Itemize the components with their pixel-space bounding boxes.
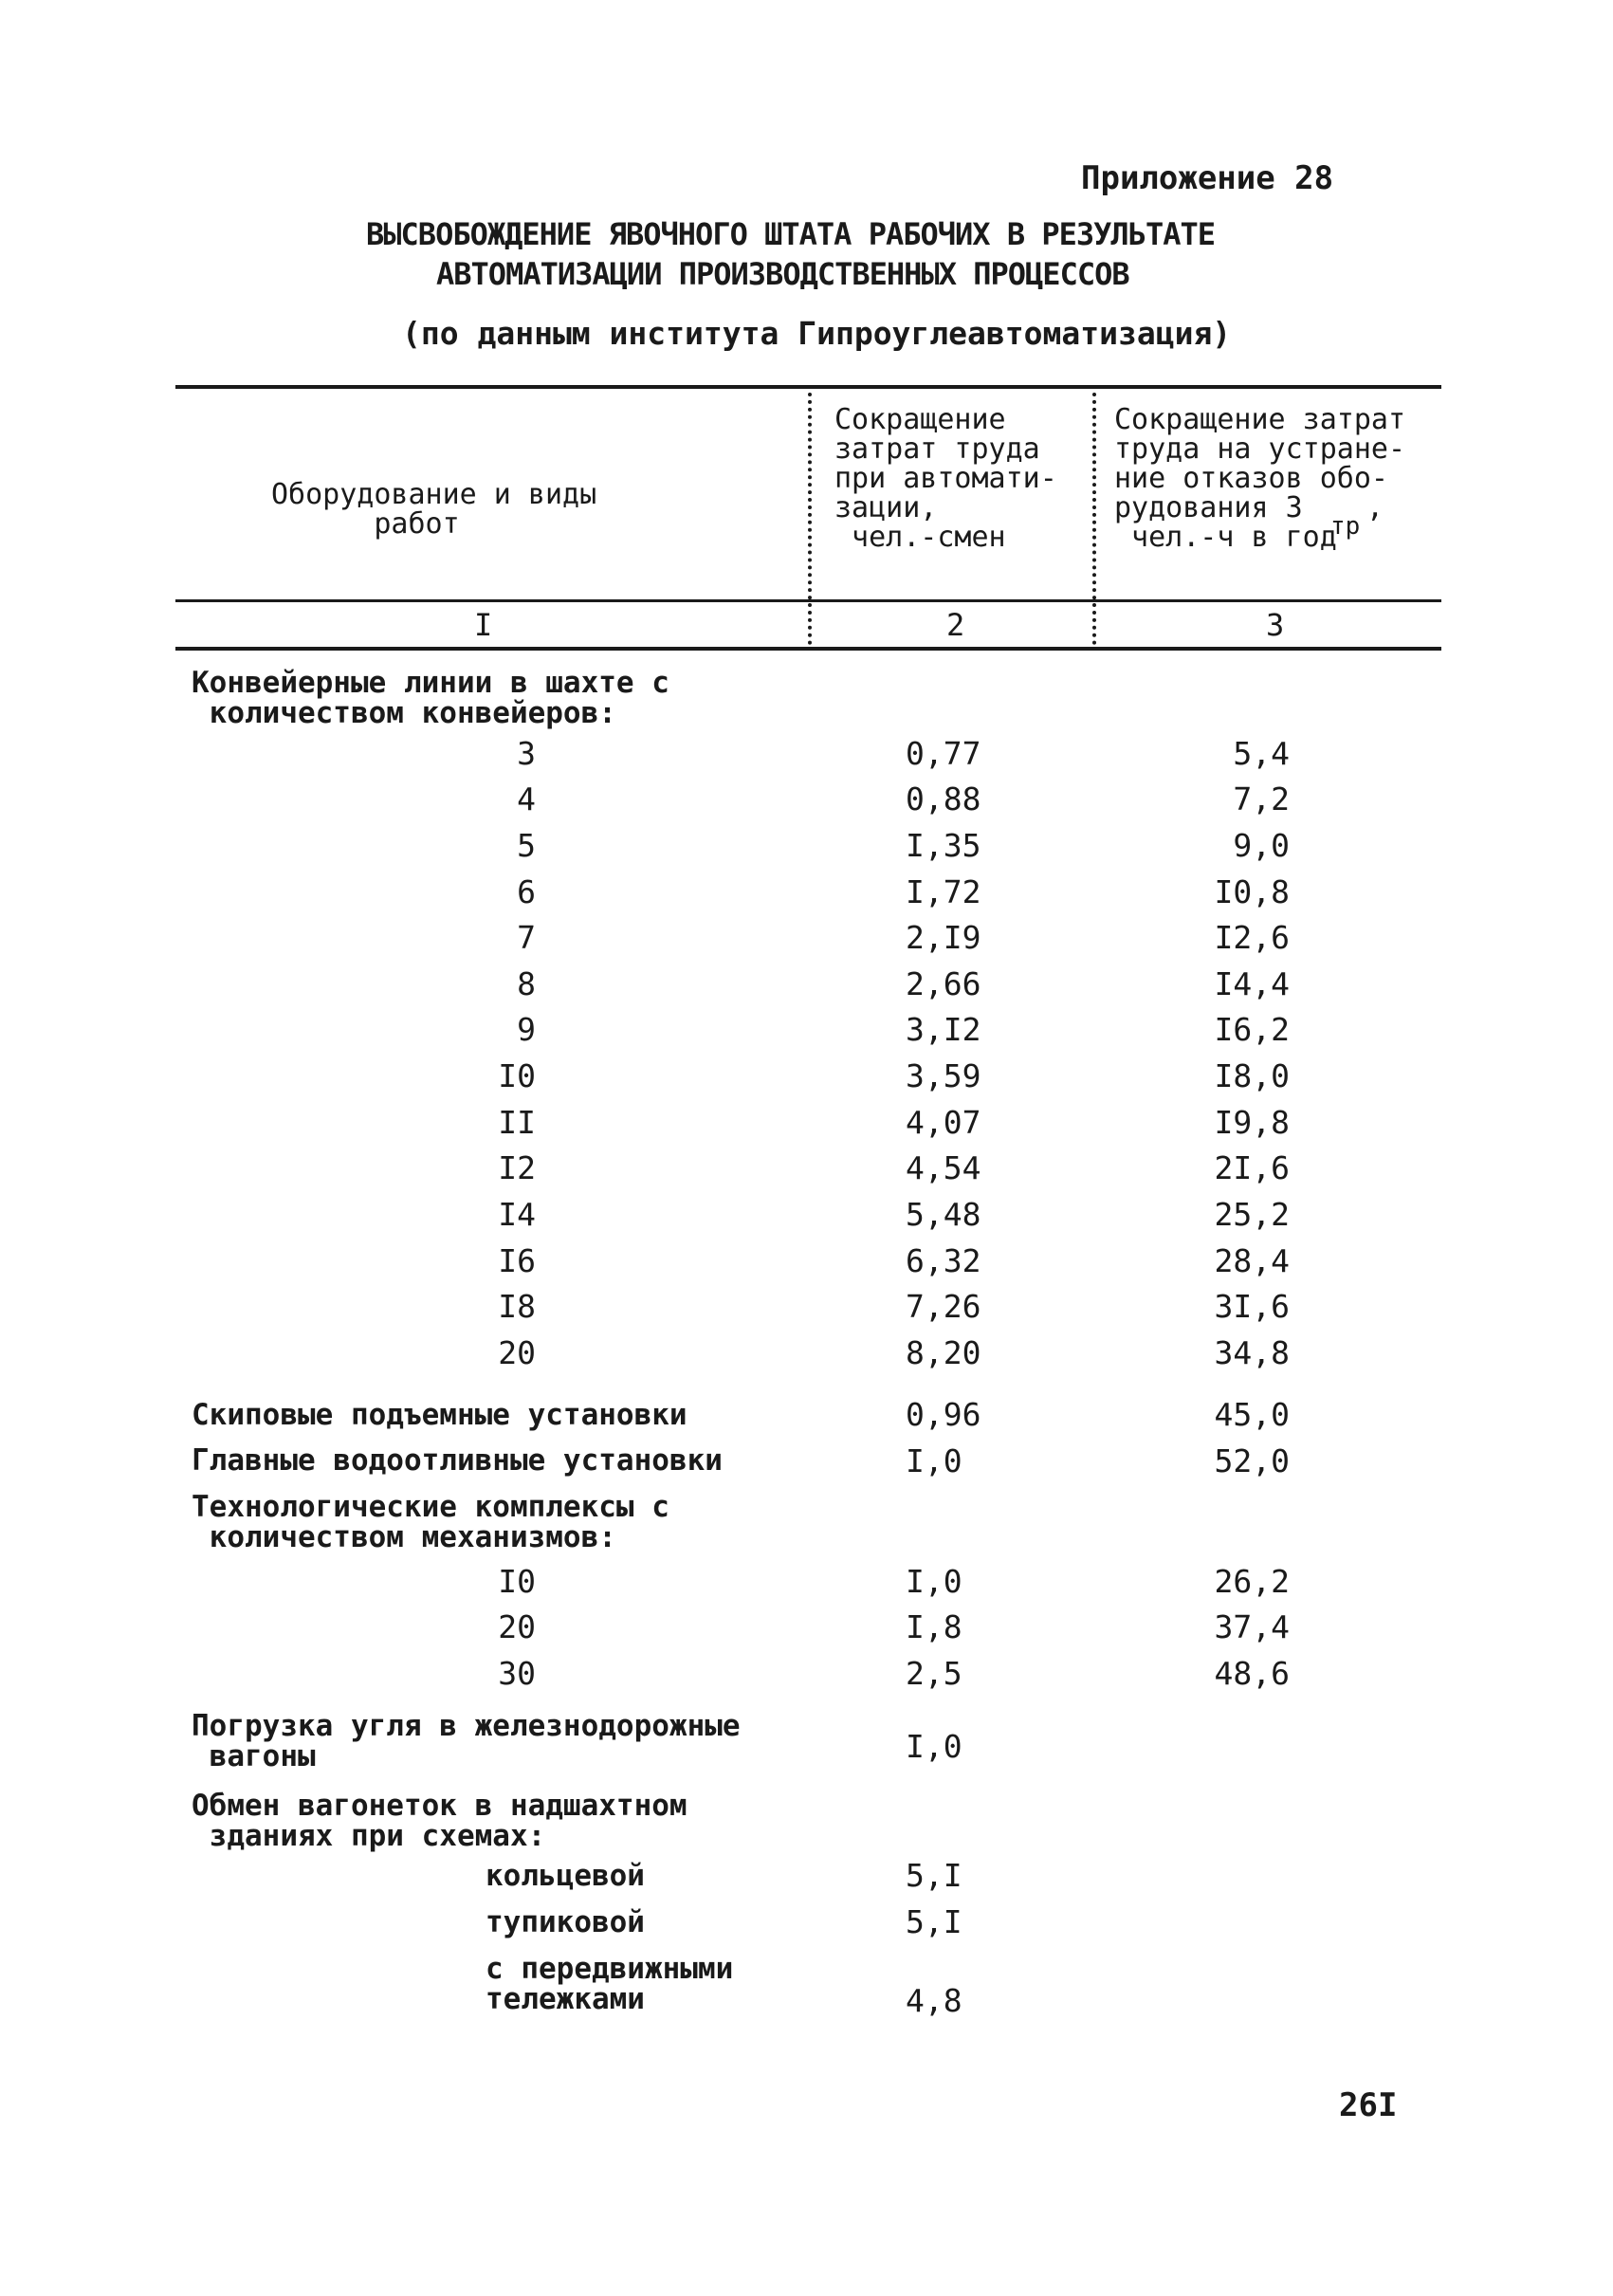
row-value-col3: 26,2 bbox=[1214, 1563, 1290, 1600]
row-value-col2: 5,I bbox=[906, 1857, 962, 1894]
group-label-skip-hoists: Скиповые подъемные установки bbox=[192, 1398, 687, 1432]
row-value-col2: 2,66 bbox=[906, 965, 981, 1002]
row-sub: 4 bbox=[517, 781, 536, 817]
row-value-col2: I,72 bbox=[906, 873, 981, 910]
row-value-col3: 45,0 bbox=[1214, 1396, 1290, 1433]
column-number-2: 2 bbox=[946, 607, 965, 643]
row-value-col2: 2,5 bbox=[906, 1655, 962, 1692]
row-value-col2: I,35 bbox=[906, 827, 981, 864]
row-value-col3: 52,0 bbox=[1214, 1442, 1290, 1479]
header-failure-reduction: Сокращение затрат труда на устране- ние отказов обо- рудования 3 чел.-ч в год bbox=[1114, 403, 1406, 554]
row-value-col2: 0,77 bbox=[906, 735, 981, 772]
row-value-col3: I4,4 bbox=[1214, 965, 1290, 1002]
page-number: 26I bbox=[1339, 2086, 1398, 2124]
row-value-col3: 34,8 bbox=[1214, 1334, 1290, 1371]
row-sub: 8 bbox=[517, 965, 536, 1002]
row-value-col2: 0,88 bbox=[906, 781, 981, 817]
row-value-col3: I9,8 bbox=[1214, 1104, 1290, 1141]
row-sub: 9 bbox=[517, 1011, 536, 1048]
column-number-1: I bbox=[474, 607, 493, 643]
row-value-col3: 2I,6 bbox=[1214, 1149, 1290, 1186]
document-title-line-2: АВТОМАТИЗАЦИИ ПРОИЗВОДСТВЕННЫХ ПРОЦЕССОВ bbox=[436, 256, 1129, 292]
header-subscript-comma: , bbox=[1366, 491, 1384, 524]
table-top-rule bbox=[175, 385, 1441, 389]
column-number-3: 3 bbox=[1266, 607, 1285, 643]
row-value-col3: I6,2 bbox=[1214, 1011, 1290, 1048]
row-sub: 20 bbox=[498, 1334, 536, 1371]
row-value-col2: 4,54 bbox=[906, 1149, 981, 1186]
row-sub: I8 bbox=[498, 1288, 536, 1325]
row-sub: 20 bbox=[498, 1608, 536, 1645]
row-sub: I6 bbox=[498, 1242, 536, 1279]
row-value-col2: 2,I9 bbox=[906, 919, 981, 956]
row-value-col3: 7,2 bbox=[1233, 781, 1290, 817]
row-sub: 30 bbox=[498, 1655, 536, 1692]
column-separator-1 bbox=[808, 393, 812, 645]
group-label-tub-exchange: Обмен вагонеток в надшахтном зданиях при схемах: bbox=[192, 1789, 687, 1853]
row-value-col2: 8,20 bbox=[906, 1334, 981, 1371]
row-sub: 5 bbox=[517, 827, 536, 864]
row-value-col3: I8,0 bbox=[1214, 1057, 1290, 1094]
row-sub: I0 bbox=[498, 1057, 536, 1094]
row-sub: I2 bbox=[498, 1149, 536, 1186]
row-sub: 6 bbox=[517, 873, 536, 910]
row-value-col3: 48,6 bbox=[1214, 1655, 1290, 1692]
row-value-col3: 9,0 bbox=[1233, 827, 1290, 864]
group-label-coal-loading: Погрузка угля в железнодорожные вагоны bbox=[192, 1709, 741, 1773]
document-title-line-1: ВЫСВОБОЖДЕНИЕ ЯВОЧНОГО ШТАТА РАБОЧИХ В РЕЗУЛЬТАТЕ bbox=[366, 216, 1216, 252]
row-value-col3: 37,4 bbox=[1214, 1608, 1290, 1645]
table-colnum-bottom-rule bbox=[175, 647, 1441, 651]
row-sub: с передвижными тележками bbox=[486, 1952, 734, 2016]
row-value-col3: I2,6 bbox=[1214, 919, 1290, 956]
row-value-col2: 5,48 bbox=[906, 1196, 981, 1233]
row-sub: 7 bbox=[517, 919, 536, 956]
row-value-col2: 6,32 bbox=[906, 1242, 981, 1279]
row-value-col2: I,0 bbox=[906, 1563, 962, 1600]
group-label-drainage: Главные водоотливные установки bbox=[192, 1443, 723, 1478]
row-value-col2: I,0 bbox=[906, 1442, 962, 1479]
column-separator-2 bbox=[1092, 393, 1096, 645]
row-sub: кольцевой bbox=[486, 1859, 645, 1893]
row-value-col3: 3I,6 bbox=[1214, 1288, 1290, 1325]
row-value-col2: 3,59 bbox=[906, 1057, 981, 1094]
row-value-col2: 0,96 bbox=[906, 1396, 981, 1433]
header-equipment: Оборудование и виды работ bbox=[271, 478, 597, 541]
row-value-col2: I,0 bbox=[906, 1728, 962, 1765]
group-label-conveyors: Конвейерные линии в шахте с количеством конвейеров: bbox=[192, 666, 669, 730]
header-subscript-tr: тр bbox=[1330, 512, 1361, 541]
row-sub: тупиковой bbox=[486, 1905, 645, 1939]
row-value-col3: I0,8 bbox=[1214, 873, 1290, 910]
row-value-col3: 25,2 bbox=[1214, 1196, 1290, 1233]
row-sub: II bbox=[498, 1104, 536, 1141]
row-value-col3: 28,4 bbox=[1214, 1242, 1290, 1279]
appendix-label: Приложение 28 bbox=[1081, 159, 1334, 197]
header-labor-reduction: Сокращение затрат труда при автомати- зации, чел.-смен bbox=[834, 403, 1057, 554]
row-value-col2: 4,8 bbox=[906, 1982, 962, 2019]
row-sub: I0 bbox=[498, 1563, 536, 1600]
row-value-col2: 7,26 bbox=[906, 1288, 981, 1325]
row-sub: I4 bbox=[498, 1196, 536, 1233]
row-value-col2: 5,I bbox=[906, 1903, 962, 1940]
row-sub: 3 bbox=[517, 735, 536, 772]
row-value-col2: I,8 bbox=[906, 1608, 962, 1645]
row-value-col2: 3,I2 bbox=[906, 1011, 981, 1048]
document-subtitle: (по данным института Гипроуглеавтоматизация) bbox=[402, 315, 1232, 352]
row-value-col3: 5,4 bbox=[1233, 735, 1290, 772]
group-label-tech-complexes: Технологические комплексы с количеством механизмов: bbox=[192, 1490, 669, 1554]
row-value-col2: 4,07 bbox=[906, 1104, 981, 1141]
